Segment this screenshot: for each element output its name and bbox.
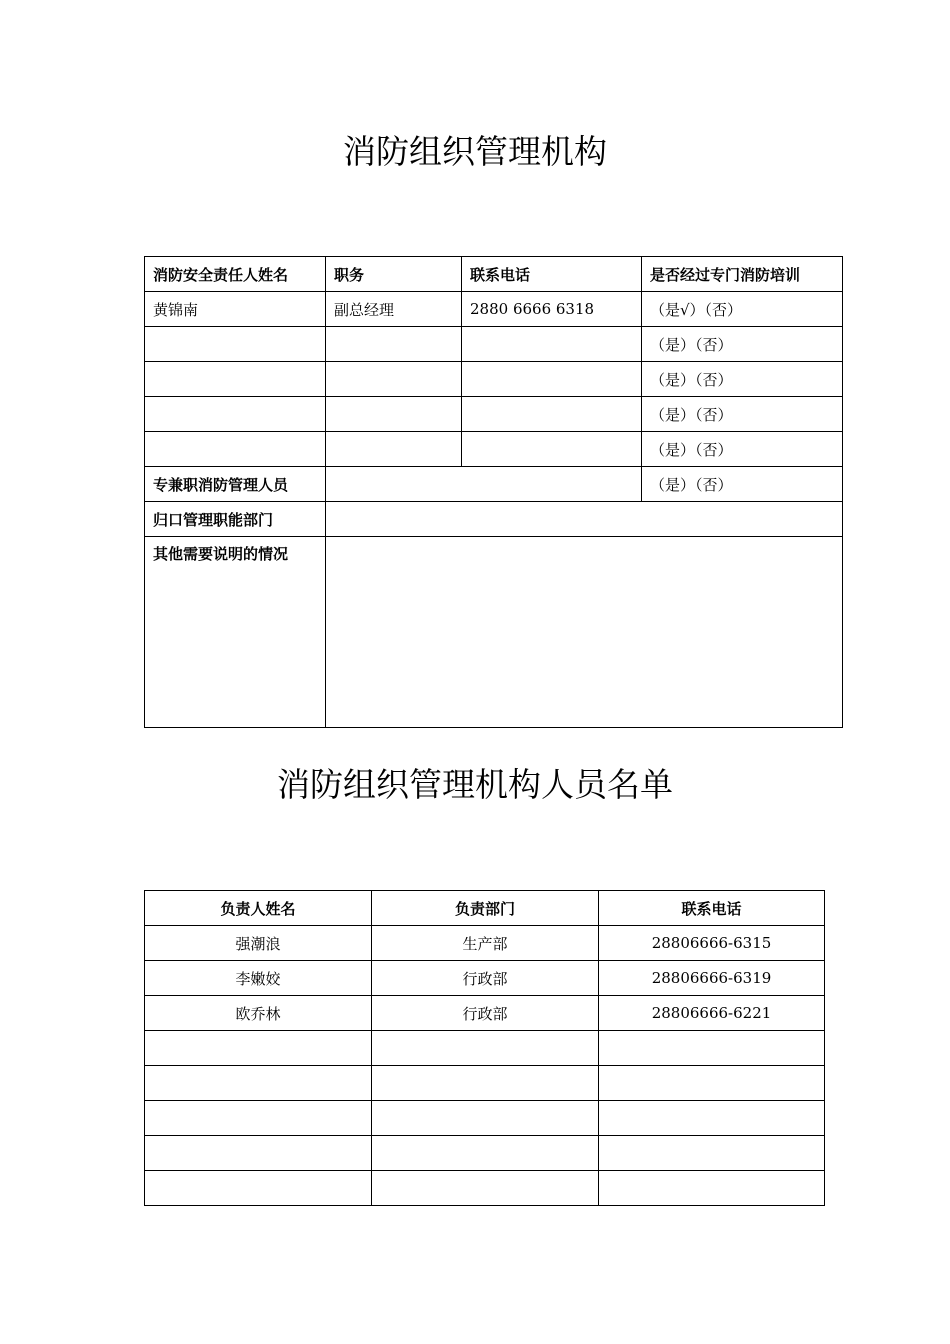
table-row — [145, 362, 843, 397]
cell-phone: 28806666-6319 — [599, 961, 825, 996]
cell-dept — [372, 1171, 599, 1206]
table-row — [145, 292, 843, 327]
other-label: 其他需要说明的情况 — [145, 537, 326, 728]
cell-phone — [599, 1101, 825, 1136]
header-leader-name: 负责人姓名 — [145, 891, 372, 926]
cell-position — [326, 432, 462, 467]
header-position: 职务 — [326, 257, 462, 292]
staff-trained: （是）（否） — [642, 467, 843, 502]
cell-phone — [599, 1136, 825, 1171]
staff-label: 专兼职消防管理人员 — [145, 467, 326, 502]
cell-phone — [599, 1066, 825, 1101]
table-row — [145, 327, 843, 362]
section-title: 消防组织管理机构人员名单 — [277, 765, 673, 804]
cell-dept — [372, 1101, 599, 1136]
cell-position — [326, 327, 462, 362]
table-header-row — [145, 891, 825, 926]
cell-name — [145, 1101, 372, 1136]
cell-name — [145, 362, 326, 397]
fire-org-table — [144, 256, 843, 728]
cell-phone — [599, 1171, 825, 1206]
cell-dept: 生产部 — [372, 926, 599, 961]
cell-phone: 2880 6666 6318 — [462, 292, 642, 327]
header-phone: 联系电话 — [599, 891, 825, 926]
cell-trained: （是）（否） — [642, 327, 843, 362]
cell-position — [326, 362, 462, 397]
header-phone: 联系电话 — [462, 257, 642, 292]
cell-dept — [372, 1031, 599, 1066]
table-row — [145, 961, 825, 996]
cell-name — [145, 1031, 372, 1066]
table-row — [145, 432, 843, 467]
table-row — [145, 1031, 825, 1066]
cell-phone: 28806666-6315 — [599, 926, 825, 961]
cell-name: 黄锦南 — [145, 292, 326, 327]
cell-name — [145, 397, 326, 432]
cell-name — [145, 1171, 372, 1206]
cell-trained: （是）（否） — [642, 362, 843, 397]
table-row — [145, 1066, 825, 1101]
cell-phone — [599, 1031, 825, 1066]
table-row — [145, 1136, 825, 1171]
dept-value — [326, 502, 843, 537]
cell-dept — [372, 1136, 599, 1171]
cell-phone — [462, 362, 642, 397]
cell-name — [145, 1066, 372, 1101]
cell-phone — [462, 327, 642, 362]
table-row — [145, 996, 825, 1031]
staff-value — [326, 467, 642, 502]
page-title: 消防组织管理机构 — [343, 132, 607, 171]
cell-dept: 行政部 — [372, 996, 599, 1031]
cell-phone: 28806666-6221 — [599, 996, 825, 1031]
cell-dept: 行政部 — [372, 961, 599, 996]
cell-trained: （是）（否） — [642, 432, 843, 467]
header-responsible-name: 消防安全责任人姓名 — [145, 257, 326, 292]
cell-phone — [462, 432, 642, 467]
cell-phone — [462, 397, 642, 432]
table-row — [145, 1171, 825, 1206]
table-row — [145, 1101, 825, 1136]
table-row — [145, 397, 843, 432]
cell-name — [145, 1136, 372, 1171]
dept-row — [145, 502, 843, 537]
cell-name — [145, 327, 326, 362]
other-row — [145, 537, 843, 728]
cell-name: 李嫩姣 — [145, 961, 372, 996]
header-trained: 是否经过专门消防培训 — [642, 257, 843, 292]
cell-name: 欧乔林 — [145, 996, 372, 1031]
dept-label: 归口管理职能部门 — [145, 502, 326, 537]
cell-position — [326, 397, 462, 432]
personnel-table — [144, 890, 825, 1206]
cell-trained: （是√）（否） — [642, 292, 843, 327]
other-value — [326, 537, 843, 728]
staff-row — [145, 467, 843, 502]
header-department: 负责部门 — [372, 891, 599, 926]
cell-position: 副总经理 — [326, 292, 462, 327]
cell-dept — [372, 1066, 599, 1101]
cell-trained: （是）（否） — [642, 397, 843, 432]
table-header-row — [145, 257, 843, 292]
cell-name: 强潮浪 — [145, 926, 372, 961]
cell-name — [145, 432, 326, 467]
table-row — [145, 926, 825, 961]
